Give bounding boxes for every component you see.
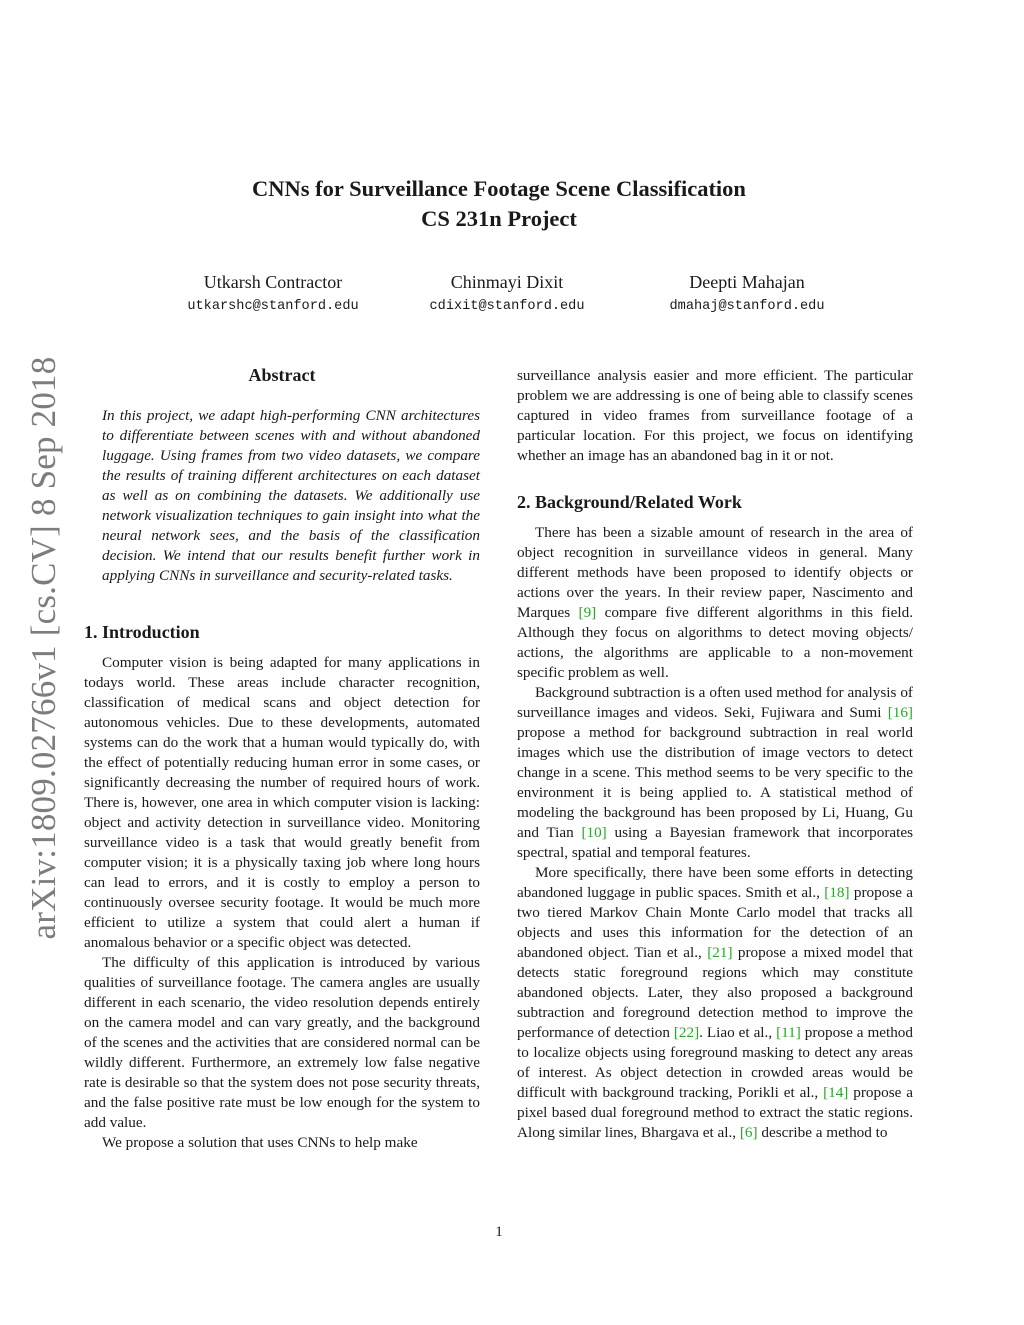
citation-link[interactable]: [16] [887,704,913,721]
text-run: describe a method to [757,1124,888,1141]
citation-link[interactable]: [21] [707,944,733,961]
right-column [517,366,913,1143]
citation-link[interactable]: [6] [739,1124,758,1141]
text-run: propose a two tiered Markov Chain Monte Carlo model that tracks all objects and uses this information for the detection of an abandoned object. Tian et al., [517,884,913,961]
author-name: Deepti Mahajan [689,272,805,292]
text-run: propose a method to localize objects using foreground masking to detect any areas of interest. As object detection in crowded areas would be difficult with background tracking, Porikli et al., [517,1024,913,1101]
paragraph: We propose a solution that uses CNNs to help make [102,1134,418,1151]
author-name: Chinmayi Dixit [450,272,564,292]
paragraph: Computer vision is being adapted for many applications in todays world. These areas include character recognition, classification of medical scans and object detection for autonomous vehicles. Due to these developments, automated systems can do the work that a human would typically do, with the effect of potentially reducing human error in some cases, or significantly decreasing the number of required hours of work. There is, however, one area in which computer vision is lacking: object and activity detection in surveillance video. Monitoring surveillance video is a task that would greatly benefit from computer vision; it is a physically taxing job where long hours can lead to errors, and it is costly to employ a person to continuously oversee security footage. It would be much more efficient to utilize a system that could alert a human if anomalous behavior or a specific object was detected. [84,654,480,951]
text-run: . Liao et al., [699,1024,777,1041]
arxiv-identifier: arXiv:1809.02766v1 [cs.CV] 8 Sep 2018 [24,356,63,940]
citation-link[interactable]: [22] [673,1024,700,1041]
author-email[interactable]: utkarshc@stanford.edu [187,299,359,314]
author-block [392,270,622,320]
text-run: propose a pixel based dual foreground method to extract the static regions. Along similar lines, Bhargava et al., [517,1084,913,1141]
text-run: There has been a sizable amount of research in the area of object recognition in surveillance videos in general. Many different methods have been proposed to identify objects or actions over the years. In their review paper, Nascimento and Marques [517,524,913,621]
text-run: More specifically, there have been some efforts in detecting abandoned luggage in public spaces. Smith et al., [517,864,913,901]
citation-link[interactable]: [11] [776,1024,801,1041]
page-number: 1 [495,1224,503,1240]
abstract-text: In this project, we adapt high-performing CNN architectures to differentiate between scenes with and without abandoned luggage. Using frames from two video datasets, we compare the results of training different architectures on each dataset as well as on combining the datasets. We additionally use network visualization techniques to gain insight into what the neural network sees, and the basis of the classification decision. We intend that our results benefit further work in applying CNNs in surveillance and security-related tasks. [102,407,480,584]
paper-title [0,174,998,234]
author-name: Utkarsh Contractor [203,272,343,292]
paragraph: The difficulty of this application is introduced by various qualities of surveillance footage. The camera angles are usually different in each scenario, the video resolution depends entirely on the camera model and can vary greatly, and the background of the scenes and the activities that are considered normal can be wildly different. Furthermore, an extremely low false negative rate is desirable so that the system does not pose security threats, and the false positive rate must be low enough for the system to add value. [84,954,480,1131]
text-run: Background subtraction is a often used method for analysis of surveillance images and videos. Seki, Fujiwara and Sumi [517,684,913,721]
author-block [632,270,862,320]
section-heading-background: 2. Background/Related Work [517,492,742,512]
abstract-body [84,406,480,586]
author-email[interactable]: cdixit@stanford.edu [429,299,585,314]
abstract-heading: Abstract [248,365,316,385]
title-line-2: CS 231n Project [421,206,577,231]
paragraph [517,683,913,863]
left-column [84,364,480,1153]
text-run: propose a method for background subtraction in real world images which use the distribution of image vectors to detect change in a scene. This method seems to be very specific to the environment it is being applied to. A statistical method of modeling the background has been proposed by Li, Huang, Gu and Tian [517,724,913,841]
citation-link[interactable]: [14] [823,1084,849,1101]
text-run: using a Bayesian framework that incorporates spectral, spatial and temporal features. [517,824,913,861]
paragraph [517,523,913,683]
paragraph-continued: surveillance analysis easier and more efficient. The particular problem we are addressing is one of being able to classify scenes captured in video frames from surveillance footage of a particular location. For this project, we focus on identifying whether an image has an abandoned bag in it or not. [517,367,913,464]
citation-link[interactable]: [9] [578,604,597,621]
citation-link[interactable]: [10] [581,824,607,841]
author-email[interactable]: dmahaj@stanford.edu [669,299,825,314]
paragraph [517,863,913,1143]
text-run: propose a mixed model that detects static foreground regions which may constitute abandoned objects. Later, they also proposed a background subtraction and foreground detection method to improve the performance of detection [517,944,913,1041]
author-block [158,270,388,320]
text-run: compare five different algorithms in this field. Although they focus on algorithms to detect moving objects/ actions, the algorithms are applicable to a non-movement specific problem as well. [517,604,913,681]
citation-link[interactable]: [18] [824,884,850,901]
title-line-1: CNNs for Surveillance Footage Scene Classification [252,176,746,201]
section-heading-introduction: 1. Introduction [84,622,200,642]
